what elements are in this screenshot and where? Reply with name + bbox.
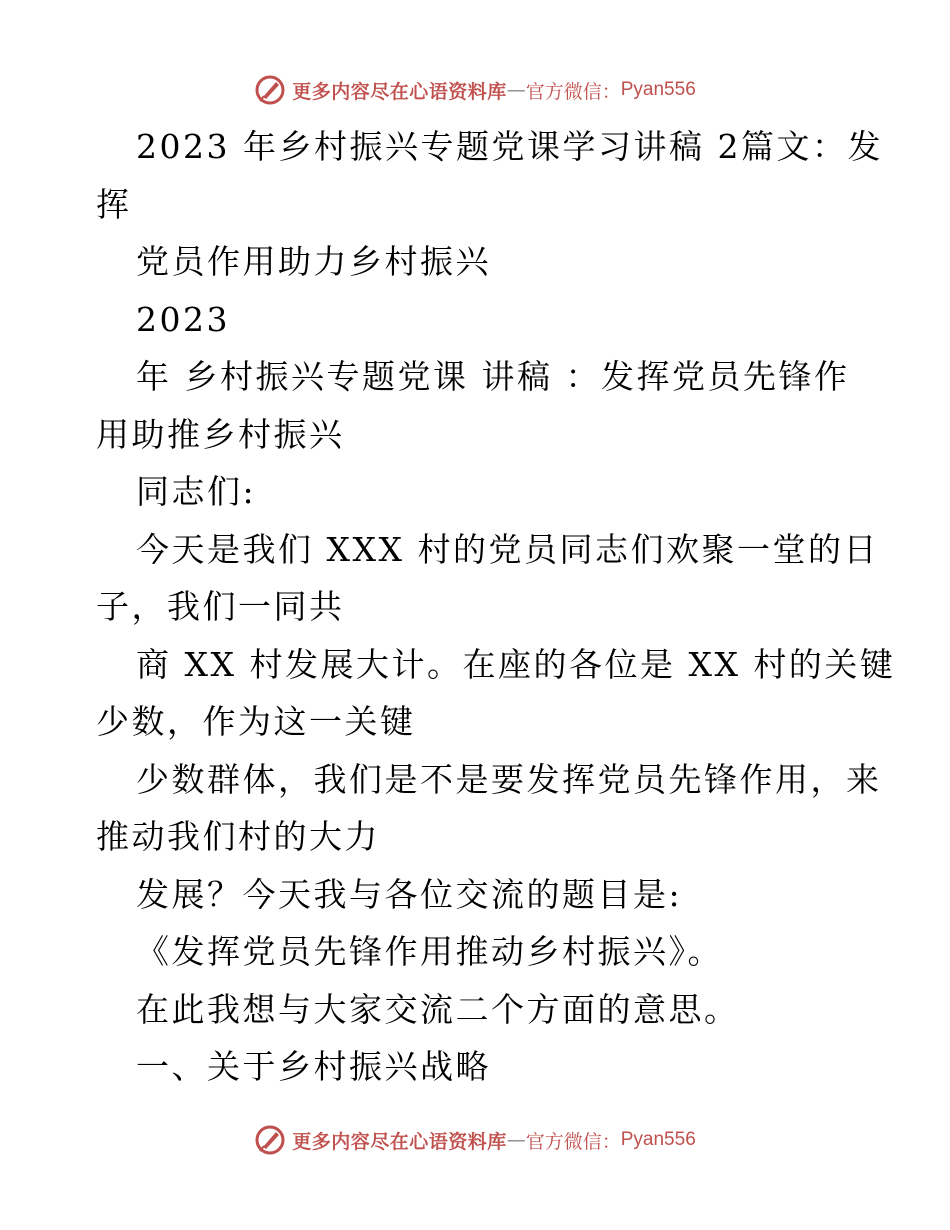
text-line: 挥 xyxy=(96,184,132,224)
text-line: 今天是我们 XXX 村的党员同志们欢聚一堂的日 xyxy=(136,529,879,569)
text-line: 推动我们村的大力 xyxy=(96,817,380,856)
text-line: 2023 年乡村振兴专题党课学习讲稿 2篇文：发 xyxy=(136,127,883,166)
text-line: 一、关于乡村振兴战略 xyxy=(136,1047,491,1086)
quill-pen-logo-icon xyxy=(254,1124,286,1156)
text-line: 少数，作为这一关键 xyxy=(96,702,416,741)
watermark-wechat-id: Pyan556 xyxy=(620,79,696,100)
text-line: 党员作用助力乡村振兴 xyxy=(136,242,491,281)
quill-pen-logo-icon xyxy=(254,74,286,106)
watermark-site-text: 更多内容尽在心语资料库 xyxy=(292,80,507,103)
document-body xyxy=(96,118,896,1096)
watermark-wechat-id: Pyan556 xyxy=(620,1129,696,1150)
text-line: 用助推乡村振兴 xyxy=(96,414,345,454)
text-line: 同志们: xyxy=(136,472,257,511)
text-line: 2023 xyxy=(136,299,230,339)
header-watermark xyxy=(0,72,950,108)
text-line: 《发挥党员先锋作用推动乡村振兴》。 xyxy=(136,932,723,971)
text-line: 年 乡村振兴专题党课 讲稿 ：发挥党员先锋作 xyxy=(136,357,850,396)
watermark-dash: — xyxy=(506,1129,526,1151)
watermark-dash: — xyxy=(506,79,526,101)
footer-watermark xyxy=(0,1122,950,1158)
watermark-label: 官方微信： xyxy=(525,80,621,103)
text-line: 少数群体，我们是不是要发挥党员先锋作用，来 xyxy=(136,759,882,799)
text-line: 发展？今天我与各位交流的题目是: xyxy=(136,874,683,914)
text-line: 商 XX 村发展大计。在座的各位是 XX 村的关键 xyxy=(136,644,896,684)
watermark-label: 官方微信： xyxy=(525,1130,621,1153)
text-line: 在此我想与大家交流二个方面的意思。 xyxy=(136,989,740,1029)
watermark-site-text: 更多内容尽在心语资料库 xyxy=(292,1130,507,1153)
text-line: 子，我们一同共 xyxy=(96,587,345,626)
